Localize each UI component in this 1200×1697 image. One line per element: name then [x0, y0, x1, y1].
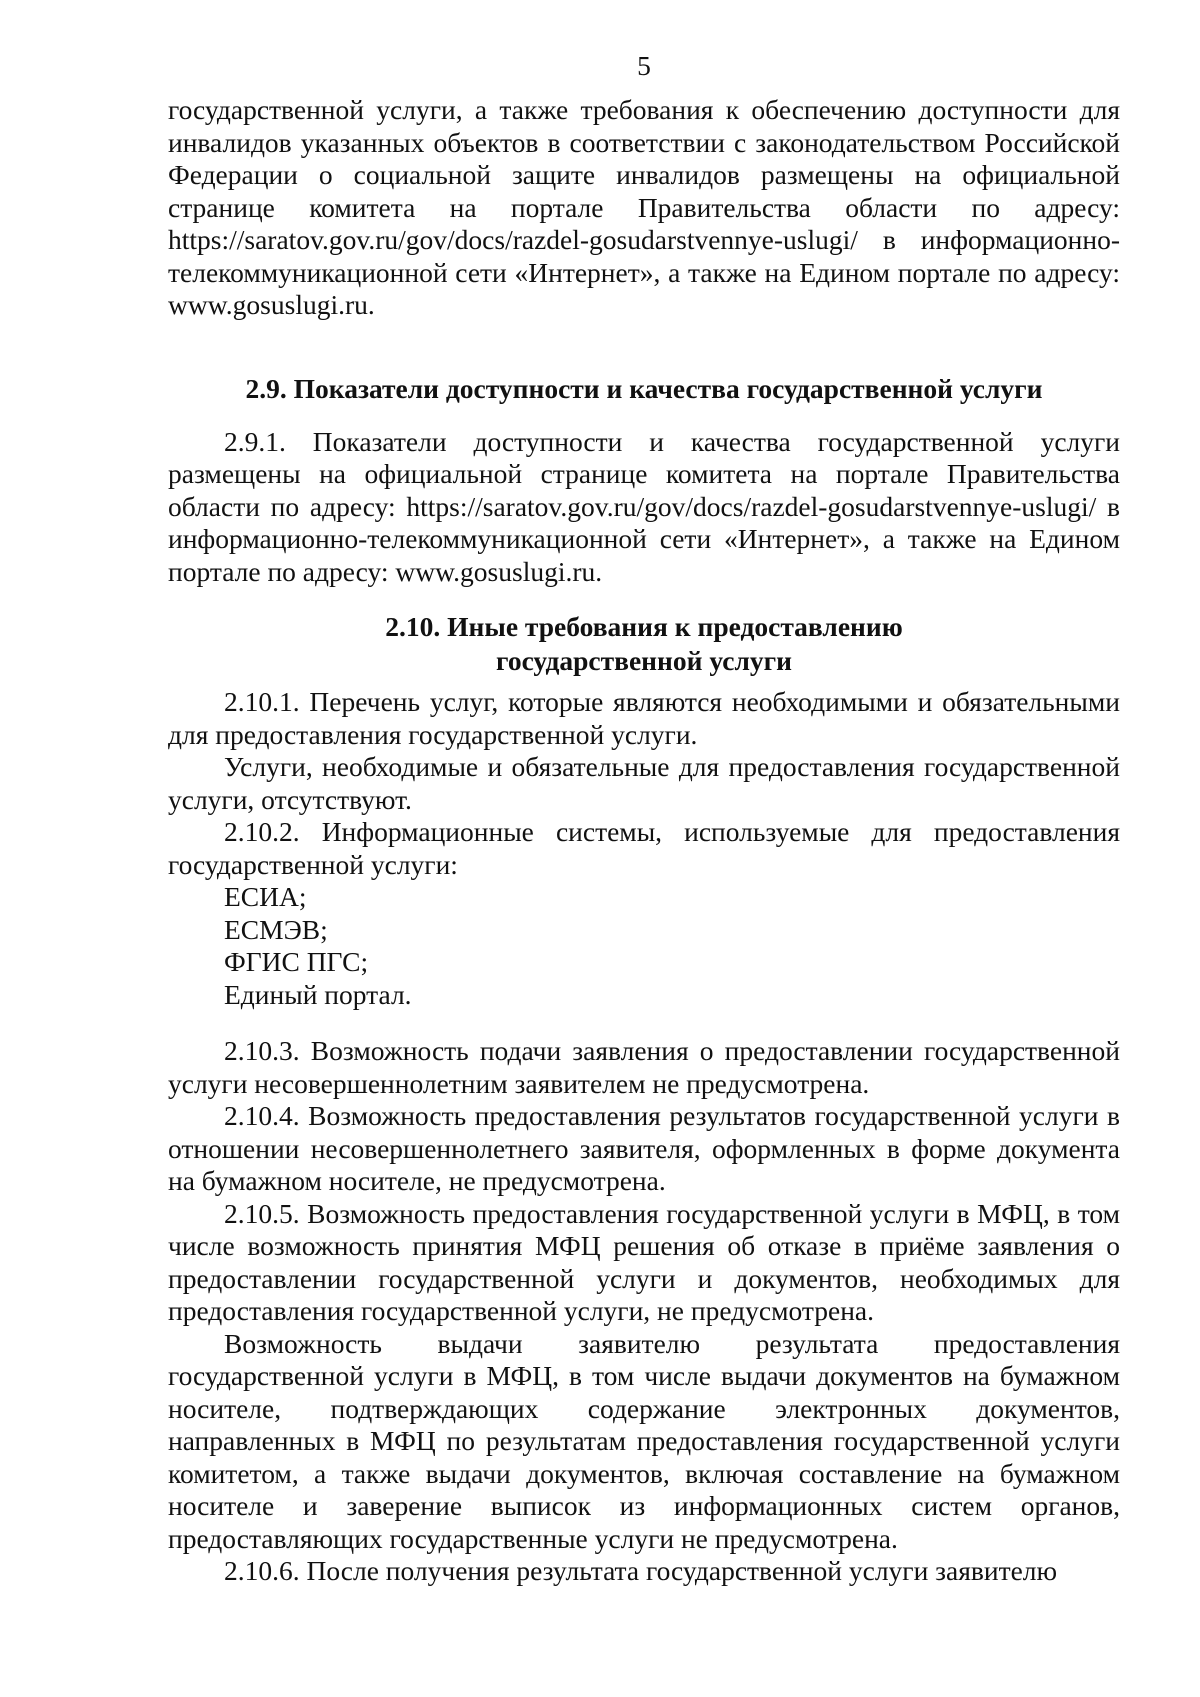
paragraph-2-10-1-services: Услуги, необходимые и обязательные для предоставления государственной услуги, отсутствуют.: [168, 751, 1120, 815]
intro-paragraph: государственной услуги, а также требования к обеспечению доступности для инвалидов указанных объектов в соответствии с законодательством Российской Федерации о социальной защите инвалидов размещены на официальной странице комитета на портале Правительства области по адресу: https://saratov.gov.ru/gov/docs/razdel-gosudarstvennye-uslugi/ в информационно-телекоммуникационной сети «Интернет», а также на Едином портале по адресу: www.gosuslugi.ru.: [168, 94, 1120, 320]
section-2-10-heading-line1: 2.10. Иные требования к предоставлению: [385, 611, 903, 642]
paragraph-2-9-1: 2.9.1. Показатели доступности и качества государственной услуги размещены на официальной странице комитета на портале Правительства области по адресу: https://saratov.gov.ru/gov/docs/razdel-gosudarstvennye-uslugi/ в информационно-телекоммуникационной сети «Интернет», а также на Едином портале по адресу: www.gosuslugi.ru.: [168, 425, 1120, 587]
list-item-system: Единый портал.: [224, 978, 412, 1010]
list-item-system: ЕСМЭВ;: [224, 913, 328, 945]
paragraph-2-10-5-mfc: Возможность выдачи заявителю результата предоставления государственной услуги в МФЦ, в том числе выдачи документов на бумажном носителе, подтверждающих содержание электронных документов, направленных в МФЦ по результатам предоставления государственной услуги комитетом, а также выдачи документов, включая составление на бумажном носителе и заверение выписок из информационных систем органов, предоставляющих государственные услуги не предусмотрена.: [168, 1327, 1120, 1554]
paragraph-2-10-3: 2.10.3. Возможность подачи заявления о предоставлении государственной услуги несовершеннолетним заявителем не предусмотрена.: [168, 1035, 1120, 1099]
page-number: 5: [637, 50, 651, 81]
section-2-10-heading-line2: государственной услуги: [496, 645, 792, 676]
section-2-9-heading: 2.9. Показатели доступности и качества государственной услуги: [245, 372, 1043, 404]
list-item-system: ЕСИА;: [224, 881, 307, 912]
paragraph-2-10-5: 2.10.5. Возможность предоставления государственной услуги в МФЦ, в том числе возможность принятия МФЦ решения об отказе в приёме заявления о предоставлении государственной услуги и документов, необходимых для предоставления государственной услуги, не предусмотрена.: [168, 1197, 1120, 1326]
paragraph-2-10-4: 2.10.4. Возможность предоставления результатов государственной услуги в отношении несовершеннолетнего заявителя, оформленных в форме документа на бумажном носителе, не предусмотрена.: [168, 1100, 1120, 1196]
paragraph-2-10-6: 2.10.6. После получения результата государственной услуги заявителю: [224, 1555, 1058, 1586]
list-item-system: ФГИС ПГС;: [224, 946, 369, 977]
section-2-10-heading: [168, 610, 1120, 678]
paragraph-2-10-2: 2.10.2. Информационные системы, используемые для предоставления государственной услуги:: [168, 816, 1120, 880]
paragraph-2-10-1: 2.10.1. Перечень услуг, которые являются необходимыми и обязательными для предоставления государственной услуги.: [168, 686, 1120, 750]
